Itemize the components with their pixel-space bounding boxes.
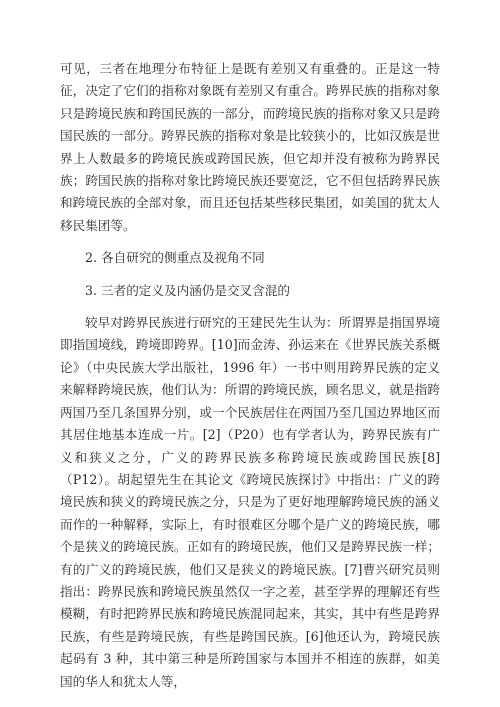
- section-heading-definitions: 3. 三者的定义及内涵仍是交叉含混的: [85, 282, 290, 298]
- paragraph-scholar-views: 较早对跨界民族进行研究的王建民先生认为：所谓界是指国界境即指国境线，跨境即跨界。[10]而金涛、孙运来在《世界民族关系概论》（中央民族大学出版社，1996 年）一书中则用跨界民族的定义来解释跨境民族，他们认为：所谓的跨境民族，顾名思义，就是指跨两国乃至几条国界分别，或一个民族居住在两国乃至几国边界地区而其居住地基本连成一片。[2]（P20）也有学者认为，跨界民族有广义和狭义之分，广义的跨界民族多称跨境民族或跨国民族[8]（P12）。胡起望先生在其论文《跨境民族探讨》中指出：广义的跨境民族和狭义的跨境民族之分，只是为了更好地理解跨境民族的涵义而作的一种解释，实际上，有时很难区分哪个是广义的跨境民族，哪个是狭义的跨境民族。正如有的跨境民族，他们又是跨界民族一样；有的广义的跨境民族，他们又是狭义的跨境民族。[7]曹兴研究员则指出：跨界民族和跨境民族虽然仅一字之差，甚至学界的理解还有些模糊，有时把跨界民族和跨境民族混同起来，其实，其中有些是跨界民族，有些是跨境民族，有些是跨国民族。[6]他还认为，跨境民族起码有 3 种，其中第三种是所跨国家与本国并不相连的族群，如美国的华人和犹太人等，: [60, 315, 440, 689]
- paragraph-distribution-features: 可见，三者在地理分布特征上是既有差别又有重叠的。正是这一特征，决定了它们的指称对象既有差别又有重合。跨界民族的指称对象只是跨境民族和跨国民族的一部分，而跨境民族的指称对象又只是跨国民族的一部分。跨界民族的指称对象是比较狭小的，比如汉族是世界上人数最多的跨境民族或跨国民族，但它却并没有被称为跨界民族；跨国民族的指称对象比跨境民族还要宽泛，它不但包括跨界民族和跨境民族的全部对象，而且还包括某些移民集团，如美国的犹太人移民集团等。: [60, 61, 440, 233]
- document-body: [60, 58, 440, 693]
- section-heading-research-focus: 2. 各自研究的侧重点及视角不同: [85, 250, 265, 266]
